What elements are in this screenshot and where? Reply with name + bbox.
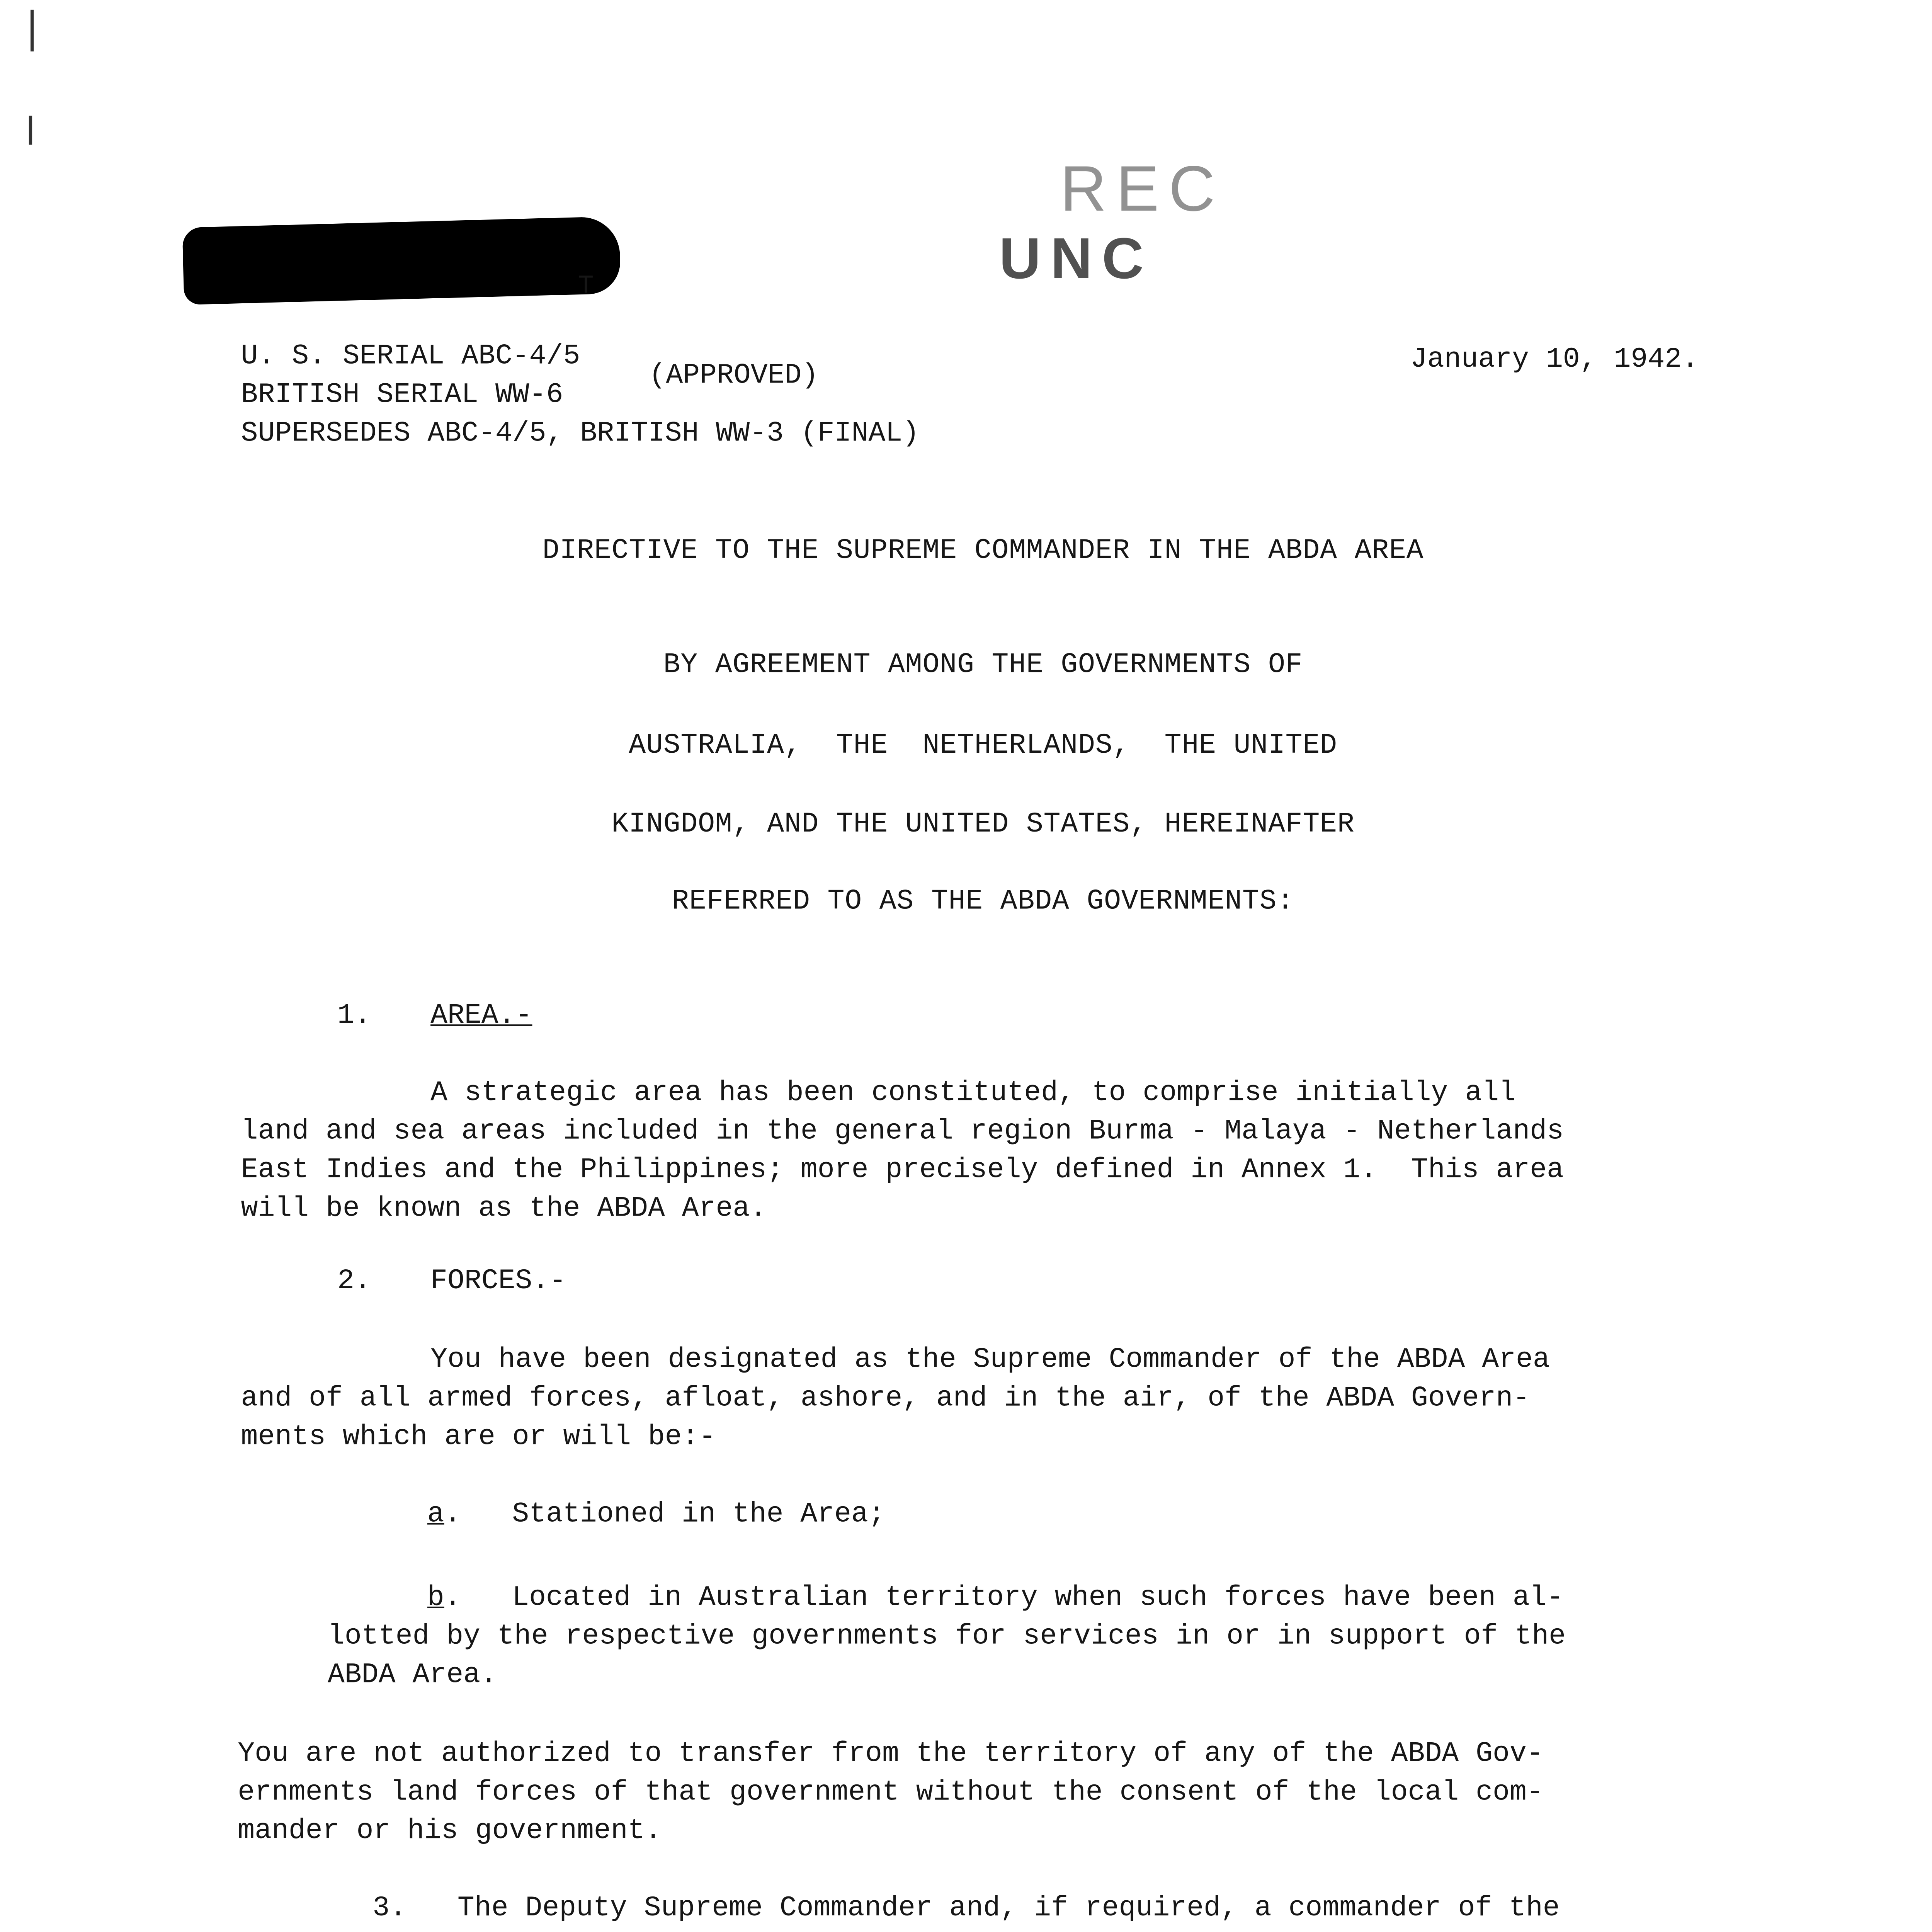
paragraph-3: 3. The Deputy Supreme Commander and, if required, a commander of the: [372, 1893, 1560, 1925]
section-forces-text: You have been designated as the Supreme Commander of the ABDA Area and of all armed forces, afloat, ashore, and in the air, of the ABDA Govern- ments which are or will be:-: [241, 1344, 1550, 1454]
forces-transfer-text: You are not authorized to transfer from the territory of any of the ABDA Gov- ernments land forces of that government without the consent of the local com- mander or his government.: [238, 1738, 1544, 1848]
item-b-text: . Located in Australian territory when such forces have been al- lotted by the respective governments for services in or in support of the ABDA Area.: [328, 1582, 1566, 1692]
approved-label: (APPROVED): [649, 360, 819, 393]
supersedes-line: SUPERSEDES ABC-4/5, BRITISH WW-3 (FINAL): [241, 418, 920, 451]
us-serial: U. S. SERIAL ABC-4/5: [241, 341, 580, 373]
section-area-text: A strategic area has been constituted, to comprise initially all land and sea areas included in the general region Burma - Malaya - Netherlands East Indies and the Philippines; more precisely defined in Annex 1. This area will be known as the ABDA Area.: [241, 1077, 1564, 1226]
margin-mark: [31, 10, 34, 51]
declassification-stamp-top: REC: [1060, 154, 1225, 225]
section-heading-forces: FORCES.-: [430, 1265, 566, 1298]
title-line-3: AUSTRALIA, THE NETHERLANDS, THE UNITED: [629, 730, 1337, 762]
item-b-letter: b: [427, 1582, 444, 1615]
section-number-area: 1.: [337, 1000, 371, 1033]
item-a-text: . Stationed in the Area;: [444, 1498, 885, 1531]
document-date: January 10, 1942.: [1410, 344, 1699, 376]
section-number-forces: 2.: [337, 1265, 371, 1298]
title-line-2: BY AGREEMENT AMONG THE GOVERNMENTS OF: [663, 650, 1303, 682]
declassification-stamp-bottom: UNC: [999, 225, 1153, 291]
title-line-5: REFERRED TO AS THE ABDA GOVERNMENTS:: [672, 886, 1294, 918]
forces-item-b: [328, 1579, 1566, 1695]
forces-item-a: [427, 1498, 885, 1531]
title-line-1: DIRECTIVE TO THE SUPREME COMMANDER IN THE ABDA AREA: [542, 535, 1424, 568]
item-a-letter: a: [427, 1498, 444, 1531]
british-serial: BRITISH SERIAL WW-6: [241, 379, 563, 412]
title-line-4: KINGDOM, AND THE UNITED STATES, HEREINAFTER: [611, 809, 1355, 841]
margin-mark: [29, 116, 32, 145]
classification-fragment: T: [578, 272, 594, 301]
section-heading-area: AREA.-: [430, 1000, 532, 1033]
redaction-bar: [182, 216, 621, 305]
